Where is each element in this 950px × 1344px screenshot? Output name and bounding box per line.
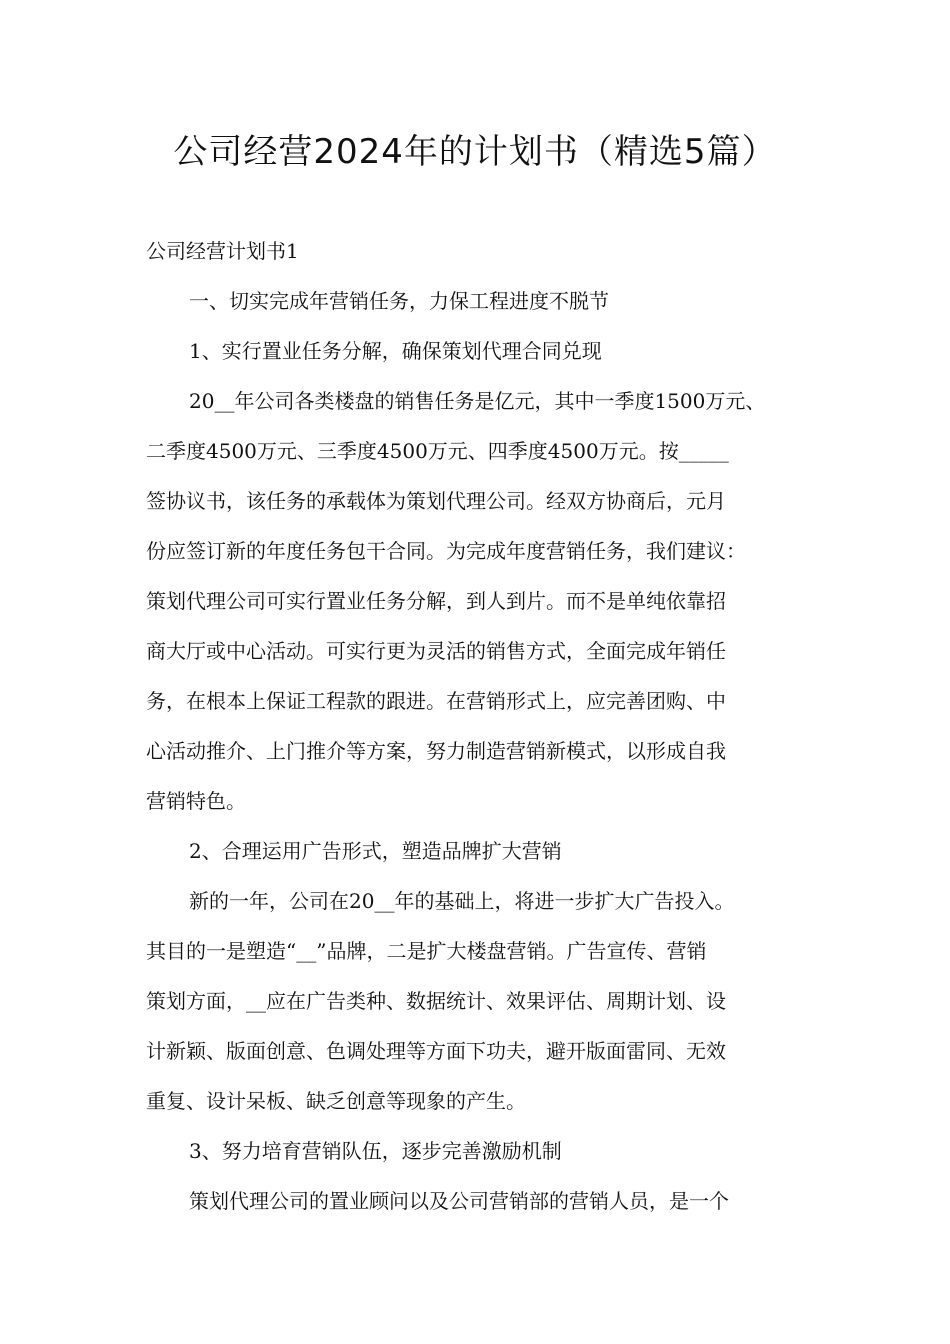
paragraph-line: 重复、设计呆板、缺乏创意等现象的产生。	[146, 1089, 526, 1113]
paragraph-line: 策划代理公司的置业顾问以及公司营销部的营销人员，是一个	[189, 1189, 729, 1213]
paragraph-line: 签协议书，该任务的承载体为策划代理公司。经双方协商后，元月	[146, 489, 726, 513]
paragraph-line: 份应签订新的年度任务包干合同。为完成年度营销任务，我们建议：	[146, 539, 746, 563]
subheading-3: 3、努力培育营销队伍，逐步完善激励机制	[189, 1139, 562, 1163]
paragraph-line: 务，在根本上保证工程款的跟进。在营销形式上，应完善团购、中	[146, 689, 726, 713]
paragraph-line: 计新颖、版面创意、色调处理等方面下功夫，避开版面雷同、无效	[146, 1039, 726, 1063]
document-title: 公司经营2024年的计划书（精选5篇）	[173, 132, 777, 172]
subheading-2: 2、合理运用广告形式，塑造品牌扩大营销	[189, 839, 562, 863]
paragraph-line: 营销特色。	[146, 789, 246, 813]
paragraph-line: 策划代理公司可实行置业任务分解，到人到片。而不是单纯依靠招	[146, 589, 726, 613]
paragraph-line: 策划方面，__应在广告类种、数据统计、效果评估、周期计划、设	[146, 989, 726, 1013]
section-heading: 公司经营计划书1	[146, 239, 299, 263]
paragraph-line: 其目的一是塑造“__”品牌，二是扩大楼盘营销。广告宣传、营销	[146, 939, 707, 963]
heading-level-1: 一、切实完成年营销任务，力保工程进度不脱节	[189, 289, 609, 313]
paragraph-line: 20__年公司各类楼盘的销售任务是亿元，其中一季度1500万元、	[189, 389, 766, 413]
paragraph-line: 心活动推介、上门推介等方案，努力制造营销新模式，以形成自我	[146, 739, 726, 763]
subheading-1: 1、实行置业任务分解，确保策划代理合同兑现	[189, 339, 602, 363]
paragraph-line: 二季度4500万元、三季度4500万元、四季度4500万元。按_____	[146, 439, 729, 463]
paragraph-line: 商大厅或中心活动。可实行更为灵活的销售方式，全面完成年销任	[146, 639, 726, 663]
paragraph-line: 新的一年，公司在20__年的基础上，将进一步扩大广告投入。	[189, 889, 735, 913]
